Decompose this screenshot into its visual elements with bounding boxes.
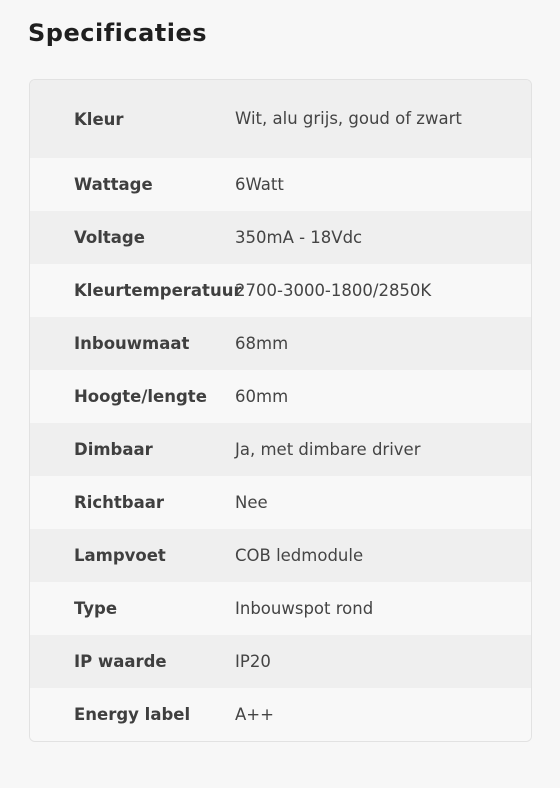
spec-value: Inbouwspot rond: [235, 598, 374, 618]
spec-label: Richtbaar: [74, 493, 164, 512]
spec-label: Kleurtemperatuur: [74, 281, 242, 300]
spec-label: IP waarde: [74, 652, 167, 671]
spec-row-lampvoet: [30, 529, 531, 582]
specifications-table: [29, 79, 532, 742]
spec-value: 350mA - 18Vdc: [235, 227, 363, 247]
spec-row-kleurtemperatuur: [30, 264, 531, 317]
spec-value: Nee: [235, 492, 268, 512]
spec-label: Energy label: [74, 705, 191, 724]
spec-row-richtbaar: [30, 476, 531, 529]
spec-value: 60mm: [235, 386, 289, 406]
spec-row-kleur: [30, 80, 531, 158]
spec-row-voltage: [30, 211, 531, 264]
spec-label: Lampvoet: [74, 546, 166, 565]
spec-label: Voltage: [74, 228, 145, 247]
spec-value: A++: [235, 704, 274, 724]
spec-value: 68mm: [235, 333, 289, 353]
spec-label: Kleur: [74, 109, 124, 129]
spec-row-hoogte-lengte: [30, 370, 531, 423]
spec-label: Inbouwmaat: [74, 334, 190, 353]
spec-row-energy-label: [30, 688, 531, 741]
spec-row-dimbaar: [30, 423, 531, 476]
spec-row-wattage: [30, 158, 531, 211]
spec-value: Wit, alu grijs, goud of zwart: [235, 109, 462, 128]
spec-label: Type: [74, 599, 118, 618]
spec-row-ip-waarde: [30, 635, 531, 688]
spec-label: Dimbaar: [74, 440, 153, 459]
spec-value: Ja, met dimbare driver: [235, 439, 421, 459]
spec-label: Wattage: [74, 175, 153, 194]
spec-row-inbouwmaat: [30, 317, 531, 370]
spec-value: 2700-3000-1800/2850K: [235, 280, 432, 300]
spec-row-type: [30, 582, 531, 635]
spec-label: Hoogte/lengte: [74, 387, 207, 406]
spec-value: IP20: [235, 651, 271, 671]
spec-value: COB ledmodule: [235, 545, 364, 565]
section-title: Specificaties: [28, 19, 208, 47]
spec-value: 6Watt: [235, 174, 284, 194]
